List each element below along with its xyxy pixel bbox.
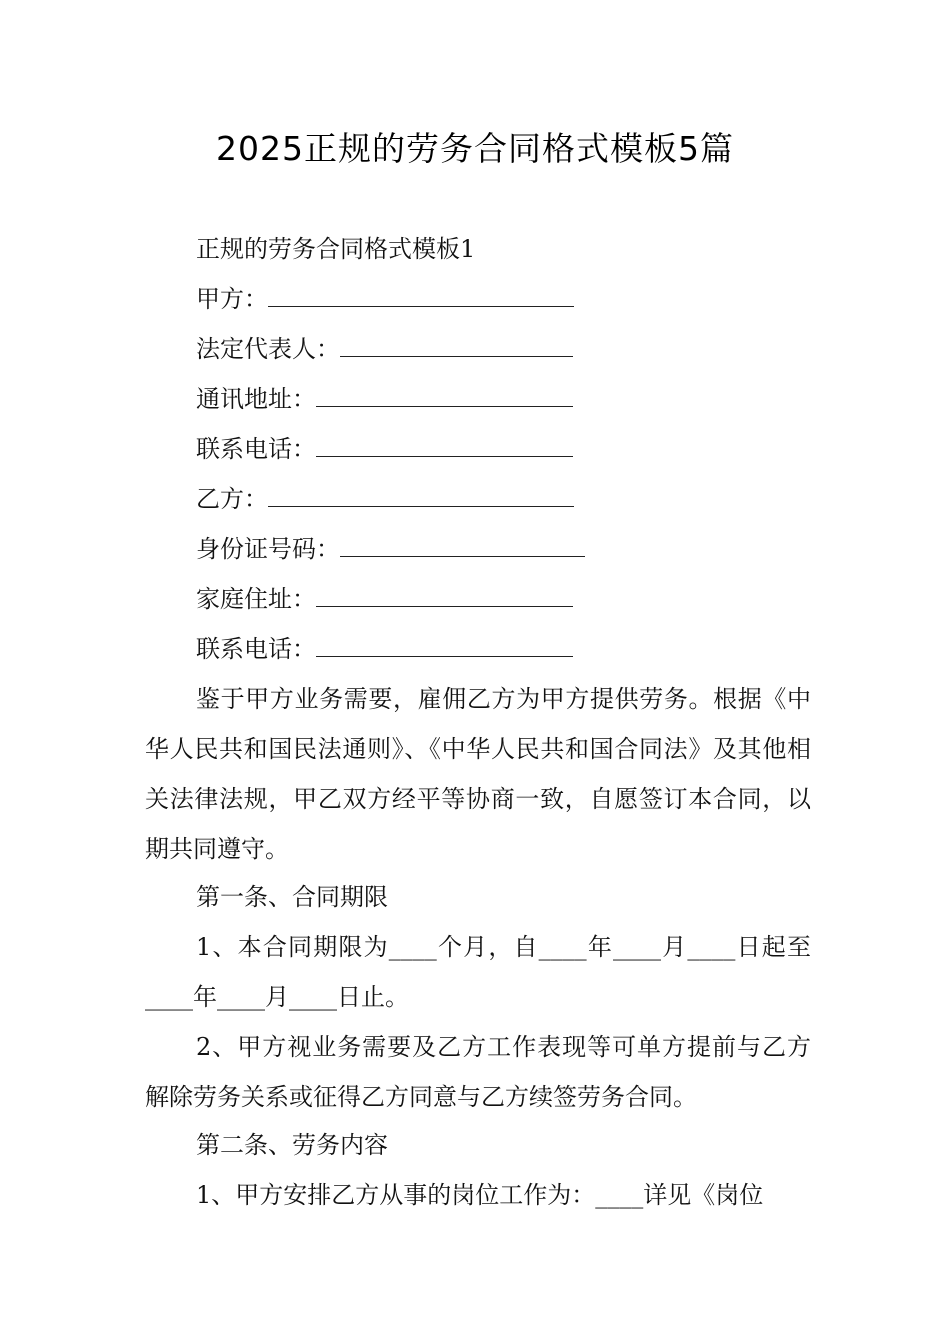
preamble-paragraph: 鉴于甲方业务需要，雇佣乙方为甲方提供劳务。根据《中华人民共和国民法通则》、《中华人民共和国合同法》及其他相关法律法规，甲乙双方经平等协商一致，自愿签订本合同，以期共同遵守。 [145,685,811,863]
phone-a-blank [316,432,573,457]
party-a-field [196,282,574,316]
phone-a-label: 联系电话： [196,435,316,463]
article-1-heading: 第一条、合同期限 [196,883,388,911]
legal-rep-field [196,332,573,366]
id-number-field [196,532,585,566]
party-a-label: 甲方： [196,285,268,313]
legal-rep-blank [340,332,573,357]
party-b-blank [268,482,574,507]
home-address-blank [316,582,573,607]
template-subtitle: 正规的劳务合同格式模板1 [196,235,476,263]
party-b-label: 乙方： [196,485,268,513]
address-field [196,382,573,416]
phone-a-field [196,432,573,466]
party-b-field [196,482,574,516]
phone-b-label: 联系电话： [196,635,316,663]
phone-b-blank [316,632,573,657]
article-2-heading: 第二条、劳务内容 [196,1131,388,1159]
legal-rep-label: 法定代表人： [196,335,340,363]
id-number-blank [340,532,585,557]
home-address-label: 家庭住址： [196,585,316,613]
article-1-item-2: 2、甲方视业务需要及乙方工作表现等可单方提前与乙方解除劳务关系或征得乙方同意与乙方续签劳务合同。 [145,1033,811,1111]
party-a-blank [268,282,574,307]
article-1-item-1: 1、本合同期限为____个月，自____年____月____日起至____年____月____日止。 [145,933,811,1011]
phone-b-field [196,632,573,666]
document-title: 2025正规的劳务合同格式模板5篇 [216,129,734,168]
address-label: 通讯地址： [196,385,316,413]
home-address-field [196,582,573,616]
address-blank [316,382,573,407]
id-number-label: 身份证号码： [196,535,340,563]
article-2-item-1: 1、甲方安排乙方从事的岗位工作为：____详见《岗位 [196,1181,764,1209]
